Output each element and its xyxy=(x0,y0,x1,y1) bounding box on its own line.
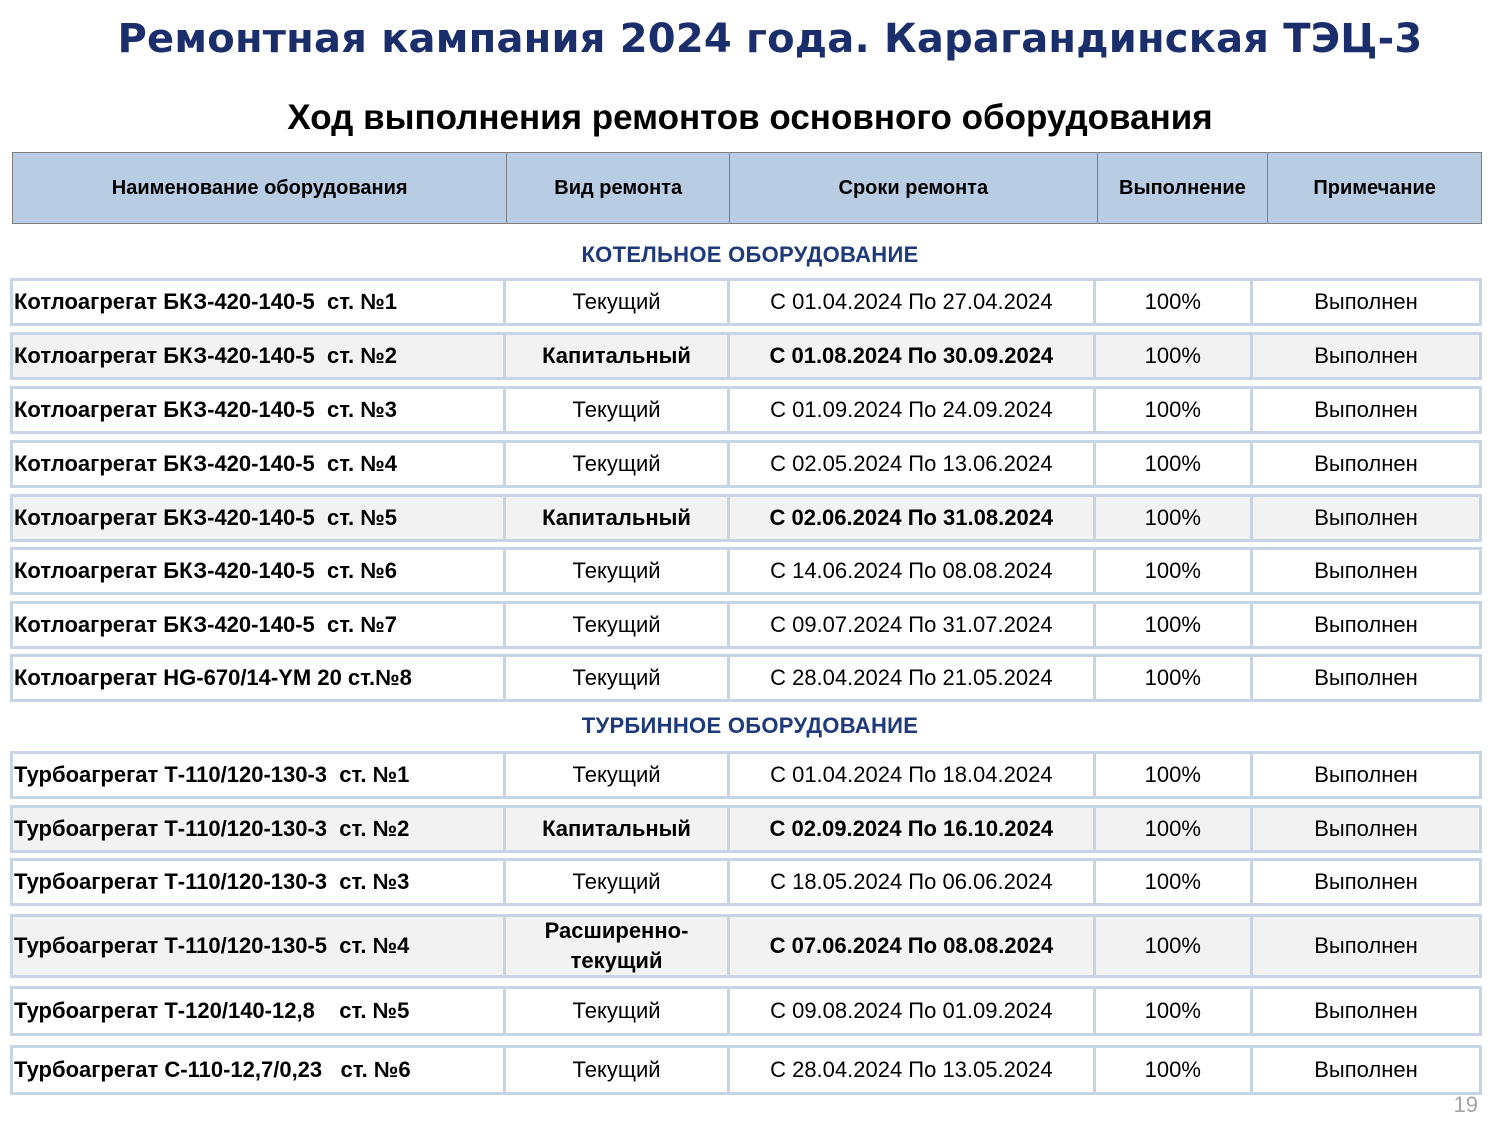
note: Выполнен xyxy=(1314,816,1418,842)
equipment-name: Турбоагрегат Т-120/140-12,8 ст. №5 xyxy=(13,989,506,1033)
completion: 100% xyxy=(1096,604,1253,646)
completion: 100% xyxy=(1096,443,1253,485)
equipment-name: Котлоагрегат БКЗ-420-140-5 ст. №6 xyxy=(13,550,506,592)
page-title: Ремонтная кампания 2024 года. Карагандинская ТЭЦ-3 xyxy=(117,16,1423,62)
note: Выполнен xyxy=(1314,1057,1418,1083)
page-subtitle: Ход выполнения ремонтов основного оборудования xyxy=(287,98,1213,137)
table-row xyxy=(10,654,1482,702)
table-row xyxy=(10,751,1482,799)
table-row xyxy=(10,1045,1482,1095)
repair-type: Текущий xyxy=(506,657,730,699)
repair-type: Капитальный xyxy=(506,335,730,377)
table-row xyxy=(10,805,1482,853)
completion: 100% xyxy=(1096,281,1253,323)
table-row xyxy=(10,601,1482,649)
repair-dates: С 01.08.2024 По 30.09.2024 xyxy=(730,335,1096,377)
repair-dates: С 01.04.2024 По 27.04.2024 xyxy=(730,281,1096,323)
equipment-name: Котлоагрегат БКЗ-420-140-5 ст. №7 xyxy=(13,604,506,646)
repair-type: Текущий xyxy=(506,604,730,646)
table-row xyxy=(10,547,1482,595)
table-row xyxy=(10,494,1482,542)
note: Выполнен xyxy=(1314,762,1418,788)
equipment-name: Котлоагрегат HG-670/14-YM 20 ст.№8 xyxy=(13,657,506,699)
repair-dates: С 02.06.2024 По 31.08.2024 xyxy=(730,497,1096,539)
completion: 100% xyxy=(1096,1048,1253,1092)
column-header-dates: Сроки ремонта xyxy=(730,153,1098,223)
equipment-name: Котлоагрегат БКЗ-420-140-5 ст. №5 xyxy=(13,497,506,539)
equipment-name: Турбоагрегат С-110-12,7/0,23 ст. №6 xyxy=(13,1048,506,1092)
note: Выполнен xyxy=(1314,343,1418,369)
repair-dates: С 28.04.2024 По 13.05.2024 xyxy=(730,1048,1096,1092)
completion: 100% xyxy=(1096,497,1253,539)
note: Выполнен xyxy=(1314,451,1418,477)
page-number: 19 xyxy=(1453,1092,1478,1117)
repair-dates: С 02.09.2024 По 16.10.2024 xyxy=(730,808,1096,850)
repair-type: Текущий xyxy=(506,389,730,431)
completion: 100% xyxy=(1096,917,1253,975)
equipment-name: Турбоагрегат Т-110/120-130-5 ст. №4 xyxy=(13,917,506,975)
equipment-name: Котлоагрегат БКЗ-420-140-5 ст. №3 xyxy=(13,389,506,431)
repair-type: Текущий xyxy=(506,754,730,796)
note: Выполнен xyxy=(1314,612,1418,638)
repair-type: Текущий xyxy=(506,443,730,485)
repair-type: Расширенно-текущий xyxy=(506,917,730,975)
completion: 100% xyxy=(1096,389,1253,431)
note: Выполнен xyxy=(1314,505,1418,531)
column-header-completion: Выполнение xyxy=(1098,153,1269,223)
equipment-name: Турбоагрегат Т-110/120-130-3 ст. №1 xyxy=(13,754,506,796)
repair-dates: С 28.04.2024 По 21.05.2024 xyxy=(730,657,1096,699)
repair-type: Текущий xyxy=(506,989,730,1033)
completion: 100% xyxy=(1096,861,1253,903)
equipment-name: Котлоагрегат БКЗ-420-140-5 ст. №4 xyxy=(13,443,506,485)
table-row xyxy=(10,440,1482,488)
repair-dates: С 18.05.2024 По 06.06.2024 xyxy=(730,861,1096,903)
completion: 100% xyxy=(1096,754,1253,796)
note: Выполнен xyxy=(1314,869,1418,895)
note: Выполнен xyxy=(1314,289,1418,315)
completion: 100% xyxy=(1096,657,1253,699)
note: Выполнен xyxy=(1314,665,1418,691)
section-title-turbine: ТУРБИННОЕ ОБОРУДОВАНИЕ xyxy=(581,713,919,738)
repair-dates: С 14.06.2024 По 08.08.2024 xyxy=(730,550,1096,592)
table-row xyxy=(10,858,1482,906)
repair-dates: С 01.04.2024 По 18.04.2024 xyxy=(730,754,1096,796)
repair-dates: С 09.08.2024 По 01.09.2024 xyxy=(730,989,1096,1033)
note: Выполнен xyxy=(1314,998,1418,1024)
repair-type: Капитальный xyxy=(506,497,730,539)
repair-dates: С 01.09.2024 По 24.09.2024 xyxy=(730,389,1096,431)
repair-type: Текущий xyxy=(506,550,730,592)
table-row xyxy=(10,914,1482,978)
equipment-name: Турбоагрегат Т-110/120-130-3 ст. №2 xyxy=(13,808,506,850)
completion: 100% xyxy=(1096,335,1253,377)
column-header-type: Вид ремонта xyxy=(507,153,730,223)
repair-type: Текущий xyxy=(506,281,730,323)
table-row xyxy=(10,278,1482,326)
repair-type: Текущий xyxy=(506,1048,730,1092)
table-row xyxy=(10,332,1482,380)
note: Выполнен xyxy=(1314,933,1418,959)
completion: 100% xyxy=(1096,550,1253,592)
note: Выполнен xyxy=(1314,558,1418,584)
completion: 100% xyxy=(1096,989,1253,1033)
column-header-name: Наименование оборудования xyxy=(13,153,507,223)
table-row xyxy=(10,986,1482,1036)
section-title-boiler: КОТЕЛЬНОЕ ОБОРУДОВАНИЕ xyxy=(581,242,919,267)
note: Выполнен xyxy=(1314,397,1418,423)
repair-type: Капитальный xyxy=(506,808,730,850)
repair-type: Текущий xyxy=(506,861,730,903)
column-header-note: Примечание xyxy=(1313,176,1436,199)
table-row xyxy=(10,386,1482,434)
equipment-name: Турбоагрегат Т-110/120-130-3 ст. №3 xyxy=(13,861,506,903)
repair-dates: С 09.07.2024 По 31.07.2024 xyxy=(730,604,1096,646)
completion: 100% xyxy=(1096,808,1253,850)
repair-dates: С 02.05.2024 По 13.06.2024 xyxy=(730,443,1096,485)
equipment-name: Котлоагрегат БКЗ-420-140-5 ст. №1 xyxy=(13,281,506,323)
table-header xyxy=(12,152,1482,224)
repair-dates: С 07.06.2024 По 08.08.2024 xyxy=(730,917,1095,975)
equipment-name: Котлоагрегат БКЗ-420-140-5 ст. №2 xyxy=(13,335,506,377)
